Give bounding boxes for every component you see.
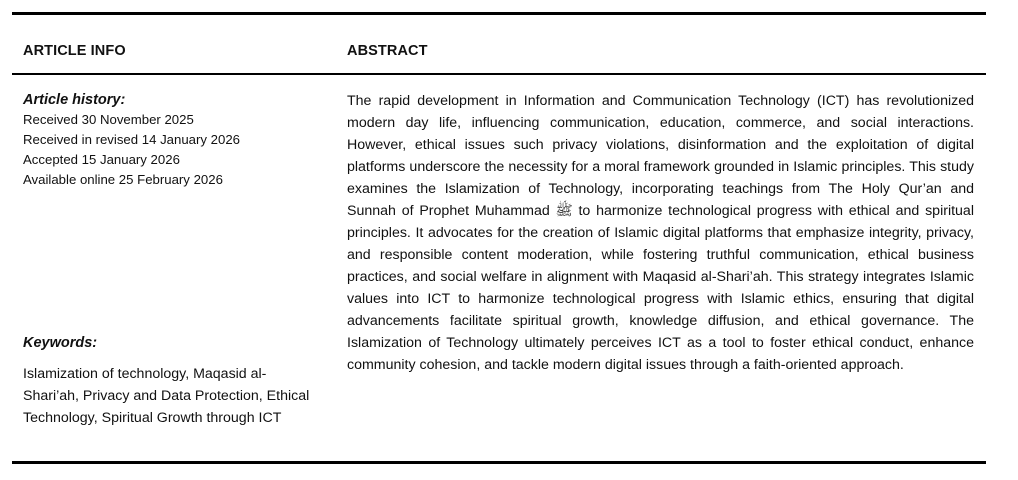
history-online: Available online 25 February 2026 [23, 172, 223, 187]
history-revised: Received in revised 14 January 2026 [23, 132, 240, 147]
article-info-heading: ARTICLE INFO [23, 43, 126, 59]
history-received: Received 30 November 2025 [23, 112, 194, 127]
article-history-list [23, 110, 323, 190]
header-rule [12, 73, 986, 75]
article-history-title: Article history: [23, 92, 126, 108]
keywords-title: Keywords: [23, 335, 98, 351]
abstract-heading: ABSTRACT [347, 43, 428, 59]
keywords-block [23, 333, 323, 429]
article-info-table [12, 12, 986, 464]
bottom-rule [12, 461, 986, 464]
history-accepted: Accepted 15 January 2026 [23, 152, 180, 167]
top-rule [12, 12, 986, 15]
abstract-text: The rapid development in Information and Communication Technology (ICT) has revolutionized modern day life, influencing communication, education, commerce, and social interactions. However, ethical issues such privacy violations, disinformation and the exploitation of digital platforms underscore the necessity for a moral framework grounded in Islamic principles. This study examines the Islamization of Technology, incorporating teachings from The Holy Qur’an and Sunnah of Prophet Muhammad ﷺ to harmonize technological progress with ethical and spiritual principles. It advocates for the creation of Islamic digital platforms that emphasize integrity, privacy, and responsible content moderation, while fostering truthful communication, ethical business practices, and social welfare in alignment with Maqasid al-Shari’ah. This strategy integrates Islamic values into ICT to harmonize technological progress with Islamic ethics, ensuring that digital advancements facilitate spiritual growth, knowledge diffusion, and ethical governance. The Islamization of Technology ultimately perceives ICT as a tool to foster ethical conduct, enhance community cohesion, and tackle modern digital issues through a faith-oriented approach. [347, 93, 974, 373]
article-history-block [23, 90, 323, 190]
keywords-text: Islamization of technology, Maqasid al-Shari’ah, Privacy and Data Protection, Ethical Technology, Spiritual Growth through ICT [23, 366, 310, 426]
